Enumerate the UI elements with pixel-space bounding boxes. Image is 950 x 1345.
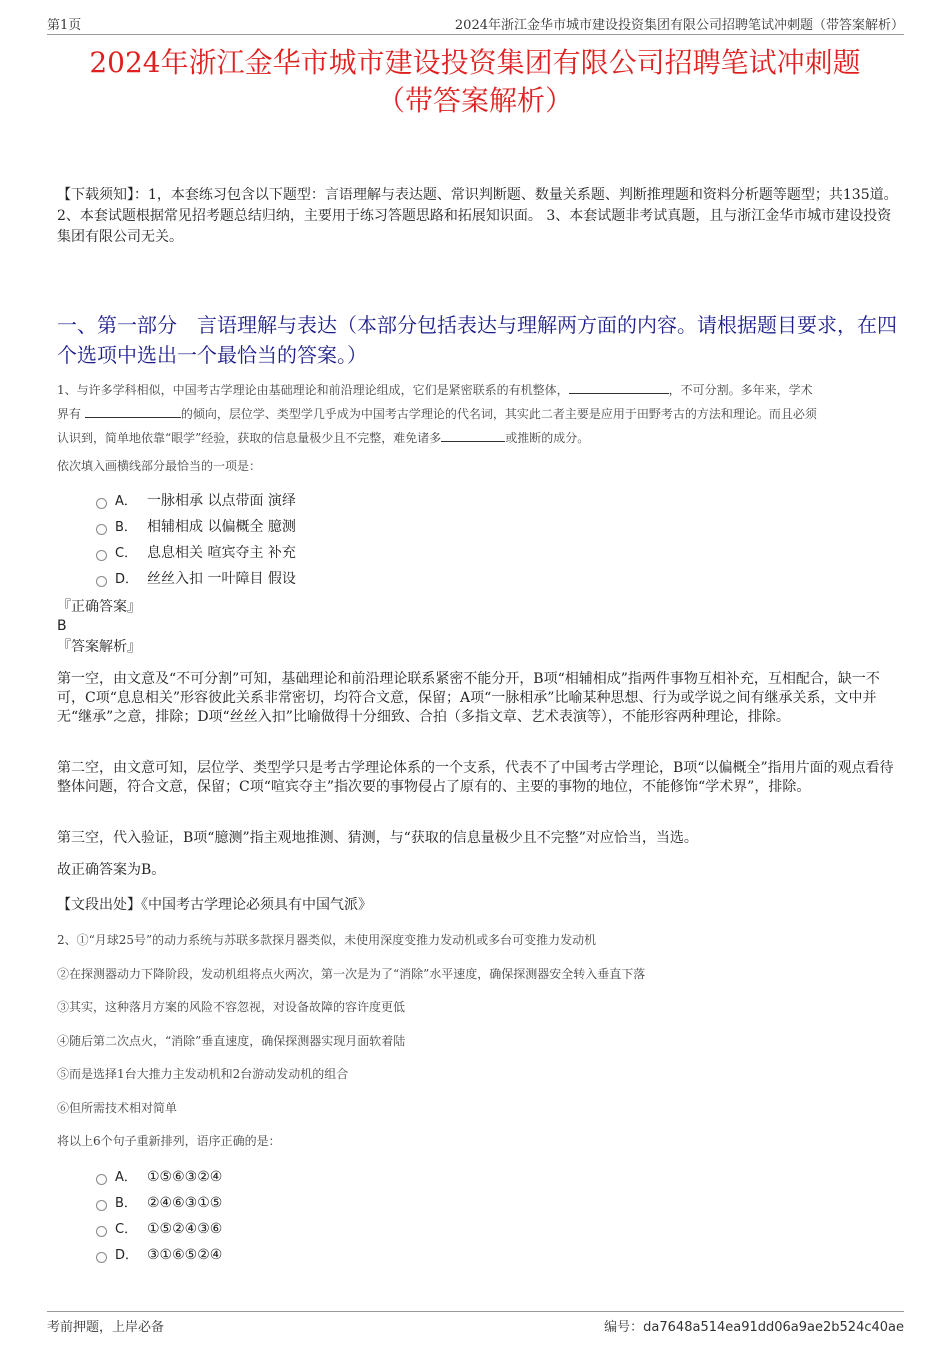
q2-sentence-3: ③其实，这种落月方案的风险不容忽视，对设备故障的容许度更低 [57, 1000, 406, 1014]
footer-code-label: 编号： [604, 1320, 644, 1335]
analysis-paragraph-1: 第一空，由文意及“不可分割”可知，基础理论和前沿理论联系紧密不能分开，B项“相辅相成”指两件事物互相补充，互相配合，缺一不可，C项“息息相关”形容彼此关系非常密切，均符合文意，保留；A项“一脉相承”比喻某种思想、行为或学说之间有继承关系，文中并无“继承”之意，排除；D项“丝丝入扣”比喻做得十分细致、合拍（多指文章、艺术表演等），不能形容两种理论，排除。 [57, 671, 880, 725]
footer-slogan: 考前押题，上岸必备 [47, 1320, 165, 1335]
question-1-stem [57, 378, 898, 450]
header-doc-title: 2024年浙江金华市城市建设投资集团有限公司招聘笔试冲刺题（带答案解析） [454, 18, 904, 33]
q1-text-a: 1、与许多学科相似，中国考古学理论由基础理论和前沿理论组成，它们是紧密联系的有机整体， [57, 383, 569, 397]
page-header [47, 14, 904, 35]
radio-icon[interactable] [96, 1252, 107, 1263]
q2-option-c[interactable]: C． ①⑤②④③⑥ [96, 1218, 222, 1240]
q2-sentence-4: ④随后第二次点火，“消除”垂直速度，确保探测器实现月面软着陆 [57, 1034, 406, 1048]
q2-option-b[interactable]: B． ②④⑥③①⑤ [96, 1192, 222, 1214]
q1-text-e: 认识到，简单地依靠“眼学”经验，获取的信息量极少且不完整，难免诸多 [57, 431, 442, 445]
footer-code [604, 1316, 904, 1335]
analysis-paragraph-2: 第二空，由文意可知，层位学、类型学只是考古学理论体系的一个支系，代表不了中国考古学理论，B项“以偏概全”指用片面的观点看待整体问题，符合文意，保留；C项“喧宾夺主”指次要的事物侵占了原有的、主要的事物的地位，不能修饰“学术界”，排除。 [57, 760, 894, 795]
q1-text-f: 或推断的成分。 [505, 431, 590, 445]
analysis-label: 『答案解析』 [57, 639, 141, 655]
q1-text-c: 界有 [57, 407, 85, 421]
analysis-paragraph-3: 第三空，代入验证，B项“臆测”指主观地推测、猜测，与“获取的信息量极少且不完整”对应恰当，当选。 [57, 830, 698, 846]
q1-prompt: 依次填入画横线部分最恰当的一项是： [57, 459, 262, 473]
q1-text-b: ，不可分割。多年来，学术 [668, 383, 813, 397]
q1-blank-2 [85, 404, 181, 418]
radio-icon[interactable] [96, 576, 107, 587]
radio-icon[interactable] [96, 524, 107, 535]
q1-blank-3 [441, 428, 505, 442]
analysis-conclusion: 故正确答案为B。 [57, 862, 166, 878]
q2-sentence-1: 2、①“月球25号”的动力系统与苏联多款探月器类似，未使用深度变推力发动机或多台可变推力发动机 [57, 933, 597, 947]
radio-icon[interactable] [96, 1200, 107, 1211]
q2-option-a[interactable]: A． ①⑤⑥③②④ [96, 1166, 222, 1188]
q1-option-a[interactable]: A． 一脉相承 以点带面 演绎 [96, 490, 296, 512]
section-title: 一、第一部分 言语理解与表达（本部分包括表达与理解两方面的内容。请根据题目要求，在四个选项中选出一个最恰当的答案。） [57, 313, 897, 367]
q2-sentence-6: ⑥但所需技术相对简单 [57, 1101, 178, 1115]
q2-option-d[interactable]: D． ③①⑥⑤②④ [96, 1244, 222, 1266]
q2-sentence-5: ⑤而是选择1台大推力主发动机和2台游动发动机的组合 [57, 1067, 349, 1081]
radio-icon[interactable] [96, 498, 107, 509]
q1-text-d: 的倾向，层位学、类型学几乎成为中国考古学理论的代名词，其实此二者主要是应用于田野考古的方法和理论。而且必须 [180, 407, 817, 421]
q1-option-b[interactable]: B． 相辅相成 以偏概全 臆测 [96, 516, 296, 538]
title-line-1: 2024年浙江金华市城市建设投资集团有限公司招聘笔试冲刺题 [89, 46, 861, 79]
page-number: 第1页 [47, 18, 82, 33]
q2-sentence-2: ②在探测器动力下降阶段，发动机组将点火两次，第一次是为了“消除”水平速度，确保探测器安全转入垂直下落 [57, 967, 646, 981]
download-notice: 【下载须知】：1，本套练习包含以下题型：言语理解与表达题、常识判断题、数量关系题、判断推理题和资料分析题等题型；共135道。 2、本套试题根据常见招考题总结归纳，主要用于练习答题思路和拓展知识面。 3、本套试题非考试真题，且与浙江金华市城市建设投资集团有限公司无关。 [57, 187, 898, 245]
source-citation: 【文段出处】《中国考古学理论必须具有中国气派》 [57, 897, 372, 913]
answer-value: B [57, 618, 67, 634]
answer-label: 『正确答案』 [57, 599, 141, 615]
radio-icon[interactable] [96, 1226, 107, 1237]
footer-code-value: da7648a514ea91dd06a9ae2b524c40ae [643, 1320, 904, 1335]
document-title [40, 44, 910, 120]
q2-prompt: 将以上6个句子重新排列，语序正确的是： [57, 1134, 281, 1148]
q1-option-c[interactable]: C． 息息相关 喧宾夺主 补充 [96, 542, 296, 564]
q1-blank-1 [569, 380, 669, 394]
page-footer [47, 1311, 904, 1334]
radio-icon[interactable] [96, 550, 107, 561]
radio-icon[interactable] [96, 1174, 107, 1185]
q1-option-d[interactable]: D． 丝丝入扣 一叶障目 假设 [96, 568, 296, 590]
title-line-2: （带答案解析） [376, 84, 573, 117]
